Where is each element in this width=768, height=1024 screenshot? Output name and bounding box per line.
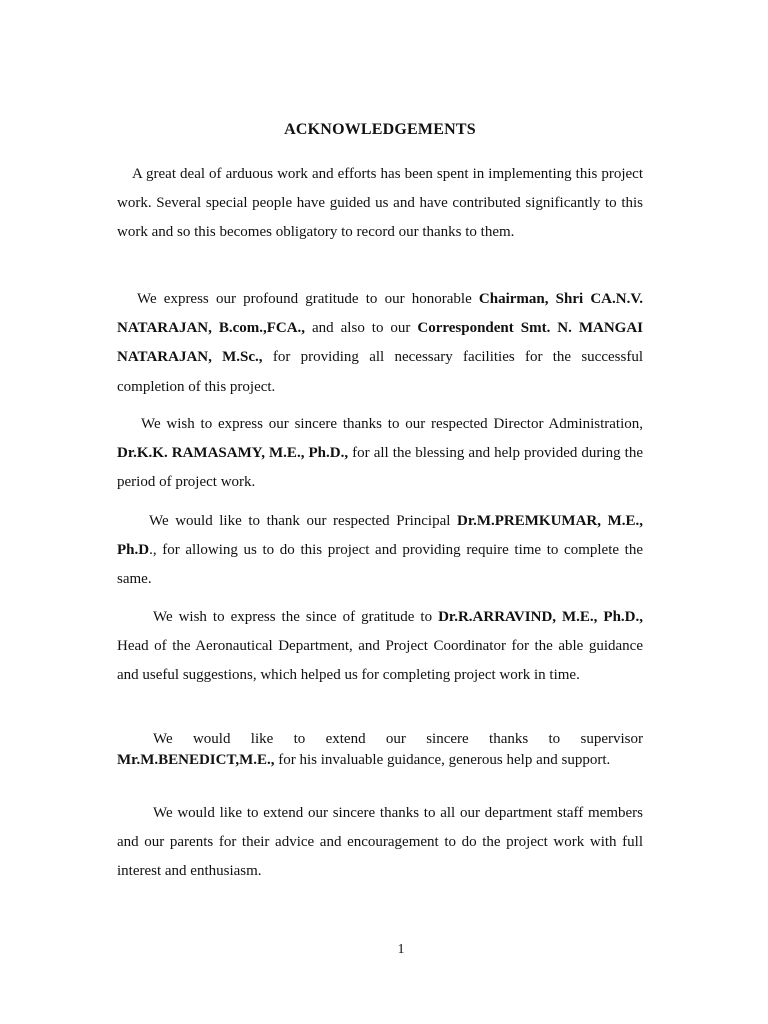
paragraph-text: Head of the Aeronautical Department, and Project Coordinator for the able guidance and useful suggestions, which helped us for completing project work in time. [117,638,643,684]
paragraph-staff-parents [117,799,643,887]
principal-name: Dr.M.PREMKUMAR, M.E., Ph.D [117,513,643,559]
director-name: Dr.K.K. RAMASAMY, M.E., Ph.D., [117,445,349,462]
paragraph-text: We wish to express the since of gratitude to [153,609,439,625]
paragraph-intro [117,160,643,248]
paragraph-text: We would like to extend our sincere thanks to supervisor [153,731,643,747]
page-title: ACKNOWLEDGEMENTS [284,121,476,138]
paragraph-text: We would like to thank our respected Principal [149,513,457,529]
paragraph-text: for providing all necessary facilities for the successful completion of this project. [117,349,643,395]
page-number: 1 [397,942,405,957]
chairman-name: Chairman, Shri CA.N.V. NATARAJAN, B.com.,FCA., [117,291,643,337]
paragraph-text: We express our profound gratitude to our honorable [137,291,479,307]
paragraph-text: and also to our [305,320,418,337]
paragraph-text: for all the blessing and help provided during the period of project work. [117,445,643,491]
paragraph-text: ., for allowing us to do this project and providing require time to complete the same. [117,542,643,588]
supervisor-name: Mr.M.BENEDICT,M.E., [117,752,275,768]
paragraph-supervisor [117,729,643,771]
paragraph-text: for his invaluable guidance, generous help and support. [274,752,611,768]
hod-name: Dr.R.ARRAVIND, M.E., Ph.D., [438,609,643,625]
paragraph-text: A great deal of arduous work and efforts has been spent in implementing this project work. Several special people have guided us and have contributed significantly to this work and so this becomes obligatory to record our thanks to them. [117,166,643,241]
document-page [117,0,643,1024]
correspondent-name: Correspondent Smt. N. MANGAI NATARAJAN, M.Sc., [117,320,643,366]
paragraph-text: We wish to express our sincere thanks to our respected Director Administration, [141,416,643,432]
paragraph-hod [117,603,643,691]
paragraph-text: We would like to extend our sincere thanks to all our department staff members and our parents for their advice and encouragement to do the project work with full interest and enthusiasm. [117,805,643,880]
paragraph-principal [117,507,643,595]
paragraph-chairman [117,285,643,402]
paragraph-director [117,410,643,498]
